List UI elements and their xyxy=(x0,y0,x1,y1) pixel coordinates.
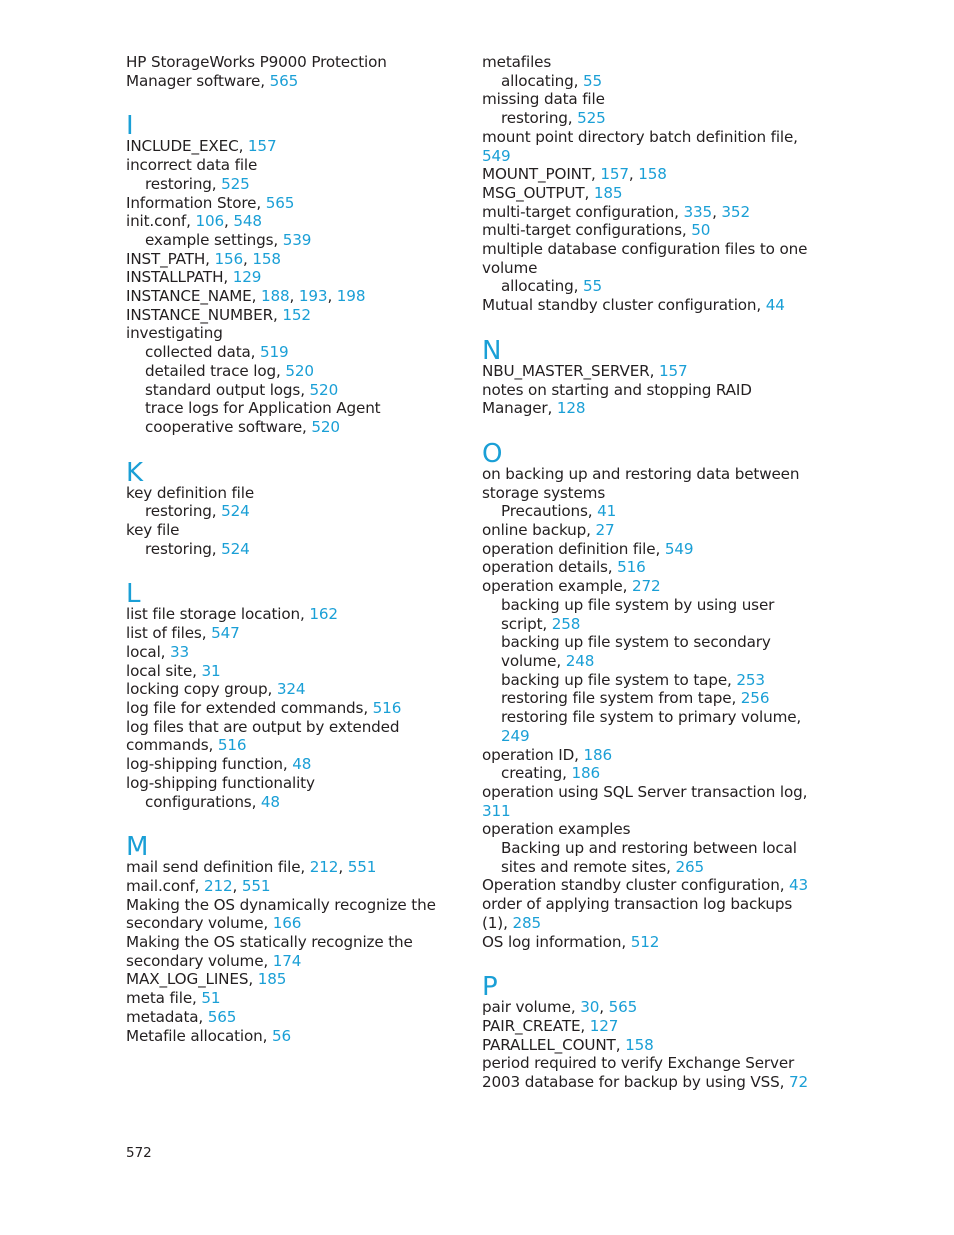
index-entry-order-of-applying-transaction-log-backup: order of applying transaction log backups (1), 285 xyxy=(482,895,793,932)
index-entry-metafile-allocation: Metafile allocation, 56 xyxy=(126,1026,291,1045)
page-link[interactable]: 157 xyxy=(600,165,629,184)
index-entry-hp-storageworks-p9000-protection-manager: HP StorageWorks P9000 Protection Manager software, 565 xyxy=(126,53,387,90)
index-term: on backing up and restoring data between storage systems xyxy=(482,464,800,502)
index-term: configurations xyxy=(145,792,252,811)
page-link[interactable]: 520 xyxy=(309,380,339,399)
page-link[interactable]: 524 xyxy=(221,502,250,521)
page-link[interactable]: 156 xyxy=(214,249,244,268)
index-term: collected data xyxy=(145,343,251,362)
page-link[interactable]: 55 xyxy=(583,71,603,90)
index-term: operation example xyxy=(482,577,623,596)
page-link[interactable]: 548 xyxy=(233,212,262,231)
index-entry-log-shipping-functionality xyxy=(126,774,456,793)
index-entry-key-file xyxy=(126,521,456,540)
page-link[interactable]: 31 xyxy=(201,661,221,680)
index-subentry-creating: creating, 186 xyxy=(501,764,601,783)
index-subentry-allocating: allocating, 55 xyxy=(501,277,603,296)
page-link[interactable]: 55 xyxy=(583,277,603,296)
page-link[interactable]: 56 xyxy=(271,1026,291,1045)
page-link[interactable]: 272 xyxy=(631,577,661,596)
index-term: Mutual standby cluster configuration xyxy=(482,296,757,315)
index-term: log file for extended commands xyxy=(126,698,364,717)
page-link[interactable]: 565 xyxy=(207,1007,237,1026)
section-letter-p: P xyxy=(482,972,498,1003)
page-link[interactable]: 565 xyxy=(608,998,638,1017)
index-entry-inst-path: INST_PATH, 156, 158 xyxy=(126,249,281,268)
page-link[interactable]: 43 xyxy=(789,876,809,895)
page-link[interactable]: 565 xyxy=(265,193,295,212)
index-term: restoring xyxy=(145,539,212,558)
section-letter-o: O xyxy=(482,438,503,469)
index-subentry-configurations: configurations, 48 xyxy=(145,792,280,811)
index-term: incorrect data file xyxy=(126,156,258,175)
page-link[interactable]: 258 xyxy=(551,614,581,633)
page-link[interactable]: 256 xyxy=(740,689,770,708)
page-link[interactable]: 253 xyxy=(736,670,765,689)
index-entry-period-required-to-verify-exchange-serve: period required to verify Exchange Server 2003 database for backup by using VSS, 72 xyxy=(482,1054,808,1092)
index-term: OS log information xyxy=(482,932,622,951)
page-link[interactable]: 51 xyxy=(201,989,221,1008)
page-link[interactable]: 185 xyxy=(257,970,287,989)
index-subentry-restoring-file-system-from-tape: restoring file system from tape, 256 xyxy=(501,689,770,708)
index-term: local site xyxy=(126,661,193,680)
index-subentry-restoring: restoring, 525 xyxy=(145,174,250,193)
page-link[interactable]: 186 xyxy=(571,764,601,783)
index-entry-on-backing-up-and-restoring-data-between xyxy=(482,465,812,502)
index-subentry-standard-output-logs: standard output logs, 520 xyxy=(145,380,339,399)
index-term: operation ID xyxy=(482,745,575,764)
index-entry-list-file-storage-location: list file storage location, 162 xyxy=(126,605,338,624)
index-entry-multi-target-configurations: multi-target configurations, 50 xyxy=(482,221,711,240)
index-entry-making-the-os-statically-recognize-the-s: Making the OS statically recognize the secondary volume, 174 xyxy=(126,933,413,970)
index-subentry-backing-up-file-system-by-using-user-scr: backing up file system by using user script, 258 xyxy=(501,595,775,633)
page-link[interactable]: 127 xyxy=(589,1016,619,1035)
index-term: locking copy group xyxy=(126,680,268,699)
page-link[interactable]: 152 xyxy=(282,305,311,324)
index-entry-os-log-information: OS log information, 512 xyxy=(482,932,660,951)
index-entry-init-conf: init.conf, 106, 548 xyxy=(126,212,262,231)
index-term: INSTANCE_NUMBER xyxy=(126,305,274,324)
page-link[interactable]: 157 xyxy=(658,361,688,380)
index-entry-key-definition-file xyxy=(126,484,456,503)
index-term: mount point directory batch definition file xyxy=(482,127,794,146)
index-subentry-detailed-trace-log: detailed trace log, 520 xyxy=(145,361,314,380)
page-link[interactable]: 193 xyxy=(298,287,328,306)
index-entry-metadata: metadata, 565 xyxy=(126,1007,237,1026)
index-term: operation definition file xyxy=(482,539,656,558)
index-entry-mutual-standby-cluster-configuration: Mutual standby cluster configuration, 44 xyxy=(482,296,785,315)
page-link[interactable]: 520 xyxy=(311,417,340,436)
index-term: order of applying transaction log backups (1) xyxy=(482,895,793,932)
index-term: missing data file xyxy=(482,90,605,109)
index-entry-notes-on-starting-and-stopping-raid-mana: notes on starting and stopping RAID Manager, 128 xyxy=(482,380,752,418)
index-term: backing up file system to secondary volume xyxy=(501,633,771,670)
index-entry-making-the-os-dynamically-recognize-the-: Making the OS dynamically recognize the secondary volume, 166 xyxy=(126,895,436,933)
index-term: restoring xyxy=(501,109,568,128)
index-term: restoring xyxy=(145,502,212,521)
page-link[interactable]: 48 xyxy=(260,792,280,811)
index-subentry-restoring: restoring, 525 xyxy=(501,109,606,128)
index-term: MOUNT_POINT xyxy=(482,165,591,184)
index-term: multiple database configuration files to one volume xyxy=(482,240,808,277)
index-term: standard output logs xyxy=(145,380,301,399)
index-entry-mount-point: MOUNT_POINT, 157, 158 xyxy=(482,165,667,184)
index-term: restoring file system from tape xyxy=(501,689,732,708)
page-link[interactable]: 516 xyxy=(617,558,646,577)
index-term: INSTANCE_NAME xyxy=(126,287,252,306)
index-term: metadata xyxy=(126,1007,199,1026)
page-link[interactable]: 311 xyxy=(482,801,511,820)
page-link[interactable]: 157 xyxy=(247,137,277,156)
index-entry-multi-target-configuration: multi-target configuration, 335, 352 xyxy=(482,202,750,221)
index-term: init.conf xyxy=(126,212,187,231)
page-link[interactable]: 551 xyxy=(241,876,271,895)
index-term: list file storage location xyxy=(126,605,300,624)
index-term: Making the OS dynamically recognize the secondary volume xyxy=(126,895,436,933)
index-subentry-allocating: allocating, 55 xyxy=(501,71,603,90)
index-entry-operation-id: operation ID, 186 xyxy=(482,745,613,764)
index-entry-operation-example: operation example, 272 xyxy=(482,577,661,596)
index-term: allocating xyxy=(501,71,574,90)
page-link[interactable]: 525 xyxy=(221,174,250,193)
page-link[interactable]: 50 xyxy=(691,221,711,240)
page-link[interactable]: 324 xyxy=(276,680,306,699)
index-subentry-collected-data: collected data, 519 xyxy=(145,343,289,362)
section-letter-k: K xyxy=(126,457,144,488)
index-term: key definition file xyxy=(126,483,255,502)
index-entry-pair-volume: pair volume, 30, 565 xyxy=(482,998,638,1017)
index-term: Operation standby cluster configuration xyxy=(482,876,780,895)
index-term: MSG_OUTPUT xyxy=(482,183,585,202)
index-entry-list-of-files: list of files, 547 xyxy=(126,624,240,643)
index-term: restoring xyxy=(145,174,212,193)
index-entry-installpath: INSTALLPATH, 129 xyxy=(126,268,262,287)
index-entry-mail-conf: mail.conf, 212, 551 xyxy=(126,876,271,895)
index-entry-log-files-that-are-output-by-extended-co: log files that are output by extended commands, 516 xyxy=(126,717,400,755)
index-entry-metafiles xyxy=(482,53,812,72)
page-link[interactable]: 249 xyxy=(501,726,530,745)
index-term: NBU_MASTER_SERVER xyxy=(482,361,650,380)
page-link[interactable]: 198 xyxy=(336,287,366,306)
index-term: online backup xyxy=(482,521,587,540)
index-term: metafiles xyxy=(482,53,552,71)
section-letter-l: L xyxy=(126,579,141,610)
page-link[interactable]: 162 xyxy=(309,605,338,624)
index-term: Information Store xyxy=(126,193,257,212)
index-term: Making the OS statically recognize the secondary volume xyxy=(126,933,413,970)
index-term: trace logs for Application Agent cooperative software xyxy=(145,399,381,436)
page-link[interactable]: 212 xyxy=(204,876,233,895)
page-link[interactable]: 158 xyxy=(252,249,281,268)
page-link[interactable]: 516 xyxy=(372,698,402,717)
index-term: INST_PATH xyxy=(126,249,206,268)
section-letter-m: M xyxy=(126,832,149,863)
index-term: restoring file system to primary volume xyxy=(501,708,797,727)
index-term: period required to verify Exchange Server 2003 database for backup by using VSS xyxy=(482,1054,795,1092)
index-term: list of files xyxy=(126,624,202,643)
index-term: investigating xyxy=(126,324,223,343)
index-term: INCLUDE_EXEC xyxy=(126,137,239,156)
index-term: MAX_LOG_LINES xyxy=(126,970,249,989)
page-link[interactable]: 27 xyxy=(595,521,615,540)
page-link[interactable]: 166 xyxy=(272,914,302,933)
index-entry-local: local, 33 xyxy=(126,642,190,661)
page-link[interactable]: 265 xyxy=(675,857,704,876)
page-link[interactable]: 185 xyxy=(593,183,623,202)
index-entry-operation-examples xyxy=(482,820,812,839)
index-entry-operation-standby-cluster-configuration: Operation standby cluster configuration, 43 xyxy=(482,876,809,895)
index-entry-investigating xyxy=(126,324,456,343)
page-link[interactable]: 516 xyxy=(217,736,247,755)
page-link[interactable]: 565 xyxy=(269,71,299,90)
page-link[interactable]: 520 xyxy=(285,361,314,380)
index-term: operation examples xyxy=(482,820,631,839)
index-term: allocating xyxy=(501,277,574,296)
index-entry-pair-create: PAIR_CREATE, 127 xyxy=(482,1016,619,1035)
page-link[interactable]: 188 xyxy=(260,287,290,306)
index-term: multi-target configuration xyxy=(482,202,675,221)
page-link[interactable]: 335 xyxy=(683,202,713,221)
index-term: Backing up and restoring between local sites and remote sites xyxy=(501,839,797,876)
index-term: log-shipping functionality xyxy=(126,773,315,792)
page-link[interactable]: 174 xyxy=(272,951,302,970)
index-entry-include-exec: INCLUDE_EXEC, 157 xyxy=(126,137,277,156)
page-link[interactable]: 524 xyxy=(221,539,250,558)
page-link[interactable]: 248 xyxy=(565,651,595,670)
page-link[interactable]: 158 xyxy=(625,1035,654,1054)
index-subentry-example-settings: example settings, 539 xyxy=(145,230,312,249)
index-entry-operation-using-sql-server-transaction-l: operation using SQL Server transaction log, 311 xyxy=(482,782,808,820)
page-link[interactable]: 352 xyxy=(721,202,750,221)
index-term: key file xyxy=(126,521,180,540)
index-column-left xyxy=(126,53,456,1045)
page-link[interactable]: 48 xyxy=(292,755,312,774)
page-number: 572 xyxy=(126,1145,152,1161)
index-term: notes on starting and stopping RAID Manager xyxy=(482,380,752,418)
index-term: log-shipping function xyxy=(126,755,283,774)
page-link[interactable]: 525 xyxy=(577,109,606,128)
page-link[interactable]: 44 xyxy=(765,296,785,315)
page-link[interactable]: 549 xyxy=(664,539,694,558)
index-entry-nbu-master-server: NBU_MASTER_SERVER, 157 xyxy=(482,361,688,380)
index-entry-log-shipping-function: log-shipping function, 48 xyxy=(126,755,312,774)
page-link[interactable]: 41 xyxy=(597,502,617,521)
index-entry-msg-output: MSG_OUTPUT, 185 xyxy=(482,183,623,202)
page-link[interactable]: 212 xyxy=(309,858,339,877)
index-entry-online-backup: online backup, 27 xyxy=(482,521,615,540)
index-term: pair volume xyxy=(482,998,571,1017)
index-term: creating xyxy=(501,764,563,783)
index-subentry-restoring: restoring, 524 xyxy=(145,539,250,558)
page-link[interactable]: 128 xyxy=(556,399,586,418)
index-entry-operation-details: operation details, 516 xyxy=(482,558,646,577)
index-term: INSTALLPATH xyxy=(126,268,224,287)
index-entry-multiple-database-configuration-files-to xyxy=(482,240,812,277)
page-link[interactable]: 106 xyxy=(195,212,225,231)
index-entry-locking-copy-group: locking copy group, 324 xyxy=(126,680,306,699)
index-term: Precautions xyxy=(501,502,588,521)
index-entry-max-log-lines: MAX_LOG_LINES, 185 xyxy=(126,970,287,989)
index-entry-incorrect-data-file xyxy=(126,156,456,175)
index-term: meta file xyxy=(126,989,193,1008)
index-subentry-trace-logs-for-application-agent-coopera: trace logs for Application Agent cooperative software, 520 xyxy=(145,399,381,436)
page-link[interactable]: 186 xyxy=(583,745,613,764)
index-entry-log-file-for-extended-commands: log file for extended commands, 516 xyxy=(126,698,402,717)
index-term: Metafile allocation xyxy=(126,1026,263,1045)
index-term: PARALLEL_COUNT xyxy=(482,1035,616,1054)
index-column-right xyxy=(482,53,812,1092)
index-term: detailed trace log xyxy=(145,361,276,380)
index-term: operation using SQL Server transaction log xyxy=(482,782,803,801)
index-term: multi-target configurations xyxy=(482,221,682,240)
index-term: local xyxy=(126,642,161,661)
index-entry-meta-file: meta file, 51 xyxy=(126,989,221,1008)
index-entry-operation-definition-file: operation definition file, 549 xyxy=(482,539,694,558)
index-term: mail.conf xyxy=(126,876,195,895)
page-link[interactable]: 512 xyxy=(630,932,660,951)
index-entry-instance-name: INSTANCE_NAME, 188, 193, 198 xyxy=(126,287,366,306)
section-letter-i: I xyxy=(126,111,134,142)
page-link[interactable]: 547 xyxy=(211,624,240,643)
index-term: backing up file system by using user script xyxy=(501,595,775,633)
page-link[interactable]: 519 xyxy=(260,343,289,362)
index-entry-information-store: Information Store, 565 xyxy=(126,193,295,212)
index-entry-missing-data-file xyxy=(482,90,812,109)
page-link[interactable]: 551 xyxy=(347,858,377,877)
index-entry-parallel-count: PARALLEL_COUNT, 158 xyxy=(482,1035,654,1054)
index-term: operation details xyxy=(482,558,608,577)
index-subentry-backing-up-and-restoring-between-local-s: Backing up and restoring between local sites and remote sites, 265 xyxy=(501,839,797,876)
index-subentry-backing-up-file-system-to-secondary-volu: backing up file system to secondary volume, 248 xyxy=(501,633,771,670)
section-letter-n: N xyxy=(482,335,502,366)
page-link[interactable]: 30 xyxy=(580,998,600,1017)
index-subentry-restoring: restoring, 524 xyxy=(145,502,250,521)
page-link[interactable]: 549 xyxy=(482,146,511,165)
page-link[interactable]: 72 xyxy=(788,1073,808,1092)
page-link[interactable]: 539 xyxy=(282,230,312,249)
page-link[interactable]: 33 xyxy=(170,642,190,661)
page-link[interactable]: 285 xyxy=(512,913,541,932)
index-term: HP StorageWorks P9000 Protection Manager software xyxy=(126,53,387,90)
index-subentry-precautions: Precautions, 41 xyxy=(501,502,617,521)
index-entry-mount-point-directory-batch-definition-f: mount point directory batch definition file, 549 xyxy=(482,127,798,165)
index-entry-instance-number: INSTANCE_NUMBER, 152 xyxy=(126,305,311,324)
index-term: PAIR_CREATE xyxy=(482,1016,581,1035)
page-link[interactable]: 158 xyxy=(638,165,667,184)
index-term: mail send definition file xyxy=(126,858,301,877)
index-term: backing up file system to tape xyxy=(501,670,728,689)
index-subentry-backing-up-file-system-to-tape: backing up file system to tape, 253 xyxy=(501,670,765,689)
index-entry-local-site: local site, 31 xyxy=(126,661,221,680)
index-entry-mail-send-definition-file: mail send definition file, 212, 551 xyxy=(126,858,377,877)
index-subentry-restoring-file-system-to-primary-volume: restoring file system to primary volume, 249 xyxy=(501,708,802,745)
index-term: log files that are output by extended commands xyxy=(126,717,400,755)
index-term: example settings xyxy=(145,230,274,249)
page-link[interactable]: 129 xyxy=(232,268,262,287)
